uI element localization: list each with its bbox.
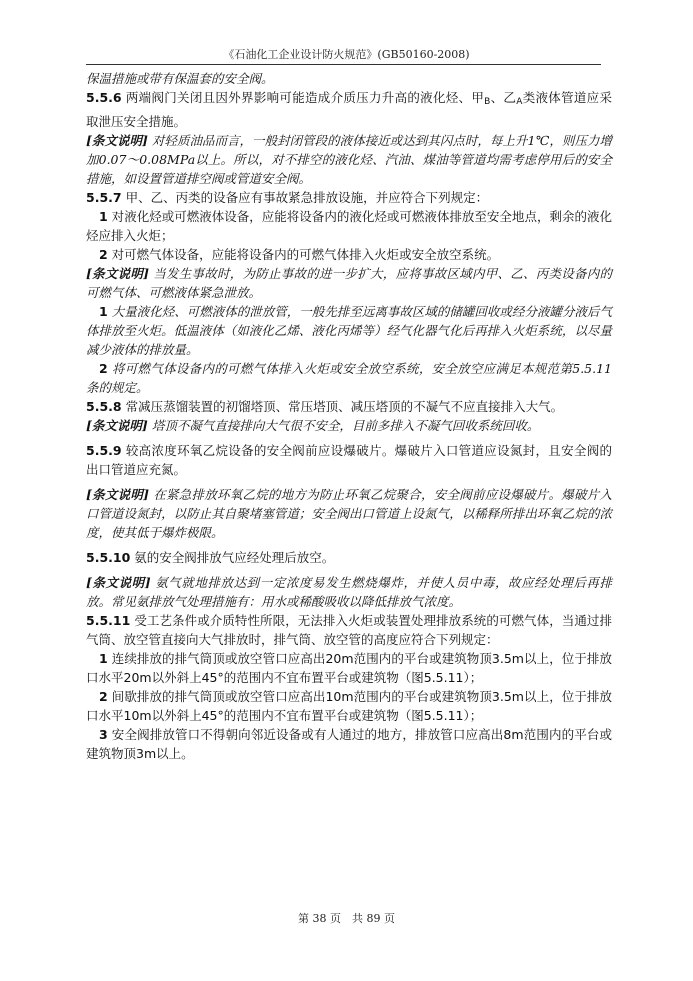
clause-5-5-7-item-2: 2 对可燃气体设备，应能将设备内的可燃气体排入火炬或安全放空系统。 [99,247,500,262]
clause-explanation-5-5-9: [条文说明] 在紧急排放环氧乙烷的地方为防止环氧乙烷聚合，安全阀前应设爆破片。爆破片入口管道设氮封，以防止其自聚堵塞管道；安全阀出口管道上设氮气，以稀释所排出环氧乙烷的浓度，使其低于爆炸极限。 [86,487,612,540]
clause-explanation-5-5-6: [条文说明] 对轻质油品而言，一般封闭管段的液体接近或达到其闪点时，每上升1℃，则压力增加0.07～0.08MPa以上。所以，对不排空的液化烃、汽油、煤油等管道均需考虑停用后的安全措施，如设置管道排空阀或管道安全阀。 [86,133,612,186]
clause-5-5-7: 5.5.7 甲、乙、丙类的设备应有事故紧急排放设施，并应符合下列规定： [86,190,489,205]
clause-5-5-11-item-2: 2 间歇排放的排气筒顶或放空管口应高出10m范围内的平台或建筑物顶3.5m以上，位于排放口水平10m以外斜上45°的范围内不宜布置平台或建筑物（图5.5.11）； [86,689,612,723]
explanation-item-2: 2 将可燃气体设备内的可燃气体排入火炬或安全放空系统，安全放空应满足本规范第5.5.11条的规定。 [86,361,612,395]
clause-number: 5.5.11 [86,613,131,628]
clause-number: 5.5.7 [86,190,122,205]
clause-5-5-11-item-1: 1 连续排放的排气筒顶或放空管口应高出20m范围内的平台或建筑物顶3.5m以上，位于排放口水平20m以外斜上45°的范围内不宜布置平台或建筑物（图5.5.11）； [86,651,612,685]
subscript: A [516,97,523,107]
clause-5-5-11-item-3: 3 安全阀排放管口不得朝向邻近设备或有人通过的地方，排放管口应高出8m范围内的平台或建筑物顶3m以上。 [86,727,612,761]
page-header: 《石油化工企业设计防火规范》(GB50160-2008) [223,48,470,61]
clause-number: 5.5.6 [86,90,122,105]
explanation-tag: [条文说明] [86,266,150,281]
explanation-item-1: 1 大量液化烃、可燃液体的泄放管，一般先排至远离事故区域的储罐回收或经分液罐分液后气体排放至火炬。低温液体（如液化乙烯、液化丙烯等）经气化器气化后再排入火炬系统，以尽量减少液体的排放量。 [86,304,612,357]
clause-number: 5.5.10 [86,550,131,565]
clause-explanation-5-5-8: [条文说明] 塔顶不凝气直接排向大气很不安全，目前多排入不凝气回收系统回收。 [86,418,540,433]
clause-number: 5.5.9 [86,443,122,458]
page-number: 第 38 页 共 89 页 [298,912,395,925]
paragraph-continuation: 保温措施或带有保温套的安全阀。 [86,71,274,86]
subscript: B [484,97,491,107]
page-body [86,69,612,763]
clause-5-5-9: 5.5.9 较高浓度环氧乙烷设备的安全阀前应设爆破片。爆破片入口管道应设氮封，且安全阀的出口管道应充氮。 [86,443,612,477]
clause-explanation-5-5-7: [条文说明] 当发生事故时，为防止事故的进一步扩大，应将事故区域内甲、乙、丙类设备内的可燃气体、可燃液体紧急泄放。 [86,266,612,300]
header-divider [86,64,601,65]
clause-5-5-11: 5.5.11 受工艺条件或介质特性所限，无法排入火炬或装置处理排放系统的可燃气体，当通过排气筒、放空管直接向大气排放时，排气筒、放空管的高度应符合下列规定： [86,613,612,647]
clause-number: 5.5.8 [86,399,122,414]
clause-explanation-5-5-10: [条文说明] 氨气就地排放达到一定浓度易发生燃烧爆炸，并使人员中毒，故应经处理后再排放。常见氨排放气处理措施有：用水或稀酸吸收以降低排放气浓度。 [86,575,612,609]
clause-5-5-7-item-1: 1 对液化烃或可燃液体设备，应能将设备内的液化烃或可燃液体排放至安全地点，剩余的液化烃应排入火炬； [86,209,612,243]
explanation-tag: [条文说明] [86,418,148,433]
clause-5-5-6: 5.5.6 两端阀门关闭且因外界影响可能造成介质压力升高的液化烃、甲$_B$、乙$_A$类液体管道应采取泄压安全措施。 [86,90,612,129]
explanation-tag: [条文说明] [86,133,148,148]
explanation-tag: [条文说明] [86,575,151,590]
clause-5-5-10: 5.5.10 氨的安全阀排放气应经处理后放空。 [86,550,335,565]
clause-5-5-8: 5.5.8 常减压蒸馏装置的初馏塔顶、常压塔顶、减压塔顶的不凝气不应直接排入大气。 [86,399,564,414]
explanation-tag: [条文说明] [86,487,150,502]
